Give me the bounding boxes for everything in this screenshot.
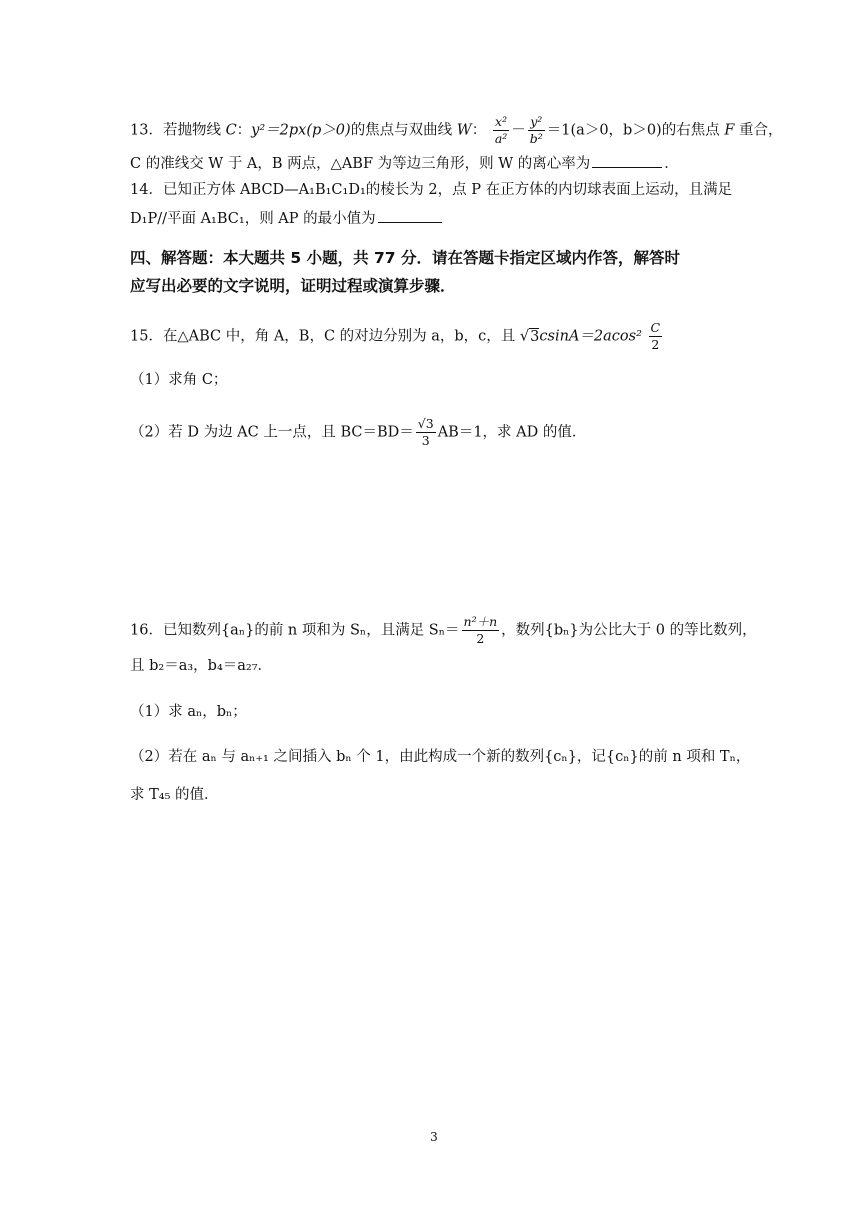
q15-sqrt: √3: [519, 328, 540, 345]
q16-frac-num: n²＋n: [463, 614, 498, 629]
q13-fraction-x: [493, 114, 509, 147]
q13-end: ．: [664, 156, 679, 172]
q13-fraction-y: [528, 114, 545, 147]
q16-frac-den: 2: [476, 631, 485, 646]
q15-number: 15．: [130, 328, 163, 345]
q16-fraction: [462, 614, 500, 647]
q15-text-2: csinA＝2acos²: [539, 328, 642, 345]
q16-number: 16．: [130, 622, 163, 639]
q15-sqrt-arg: 3: [530, 328, 540, 345]
q15-line1: [130, 320, 664, 353]
q13-minus: －: [511, 122, 526, 139]
q16-line2: 且 b₂＝a₃，b₄＝a₂₇．: [130, 658, 273, 674]
q15-frac-den: 2: [651, 337, 660, 352]
page-number: 3: [430, 1130, 438, 1144]
q15-text-1: 在△ABC 中，角 A，B，C 的对边分别为 a，b，c，且: [162, 328, 516, 345]
q13-answer-blank: [592, 153, 662, 168]
section4-heading-line1: 四、解答题：本大题共 5 小题，共 77 分．请在答题卡指定区域内作答，解答时: [130, 249, 680, 267]
q15-part1: （1）求角 C；: [130, 372, 228, 388]
q13-text-2: ：: [236, 122, 252, 139]
q16-part2-line2: 求 T₄₅ 的值．: [130, 787, 219, 803]
q14-line2: [130, 208, 444, 229]
q16-part1: （1）求 aₙ，bₙ；: [130, 704, 247, 720]
q13-text-1: 若抛物线: [162, 122, 221, 139]
q15-part2-frac-den: 3: [421, 433, 430, 448]
q13-parabola-eq: y²＝2px(p＞0): [251, 122, 351, 139]
q13-eq-tail: ＝1(a＞0，b＞0): [546, 122, 662, 139]
q13-line2-text: C 的准线交 W 于 A，B 两点，△ABF 为等边三角形，则 W 的离心率为: [130, 156, 591, 172]
q14-line2-text: D₁P//平面 A₁BC₁，则 AP 的最小值为: [130, 211, 376, 227]
q13-focus: F: [724, 122, 735, 139]
q13-text-6: 重合，: [739, 122, 783, 139]
q16-part2-line1: （2）若在 aₙ 与 aₙ₊₁ 之间插入 bₙ 个 1，由此构成一个新的数列{cₙ}，记{cₙ}的前 n 项和 Tₙ，: [130, 749, 751, 765]
q15-part2-text-2: AB＝1，求 AD 的值．: [437, 424, 587, 441]
q14-line1-text: 已知正方体 ABCD—A₁B₁C₁D₁的棱长为 2，点 P 在正方体的内切球表面上运动，且满足: [162, 182, 733, 198]
q16-text-2: ，数列{bₙ}为公比大于 0 的等比数列，: [501, 622, 757, 639]
q14-number: 14．: [130, 182, 163, 198]
q13-text-4: ：: [471, 122, 487, 139]
section4-heading-line2: 应写出必要的文字说明，证明过程或演算步骤．: [130, 277, 456, 295]
q13-line2: [130, 153, 679, 174]
q15-part2-text-1: （2）若 D 为边 AC 上一点，且 BC＝BD＝: [130, 424, 414, 441]
q13-frac1-num: x²: [493, 114, 509, 131]
q14-answer-blank: [378, 208, 442, 223]
q16-text-1: 已知数列{aₙ}的前 n 项和为 Sₙ，且满足 Sₙ＝: [162, 622, 460, 639]
q13-line1: [130, 114, 783, 147]
q15-part2-fraction: [416, 416, 436, 449]
q13-curve-c: C: [225, 122, 237, 139]
q15-part2-frac-num: √3: [417, 416, 434, 431]
q13-frac2-num: y²: [528, 114, 545, 131]
q14-line1: [130, 180, 732, 200]
q16-line1: [130, 614, 757, 647]
q15-part2: [130, 416, 586, 449]
q13-text-5: 的右焦点: [661, 122, 720, 139]
q15-frac-num: C: [650, 320, 661, 335]
q13-text-3: 的焦点与双曲线: [350, 122, 453, 139]
q13-frac1-den: a²: [494, 131, 508, 146]
q13-frac2-den: b²: [529, 131, 543, 146]
q13-curve-w: W: [456, 122, 472, 139]
q15-fraction: [649, 320, 663, 353]
q13-number: 13．: [130, 122, 163, 139]
